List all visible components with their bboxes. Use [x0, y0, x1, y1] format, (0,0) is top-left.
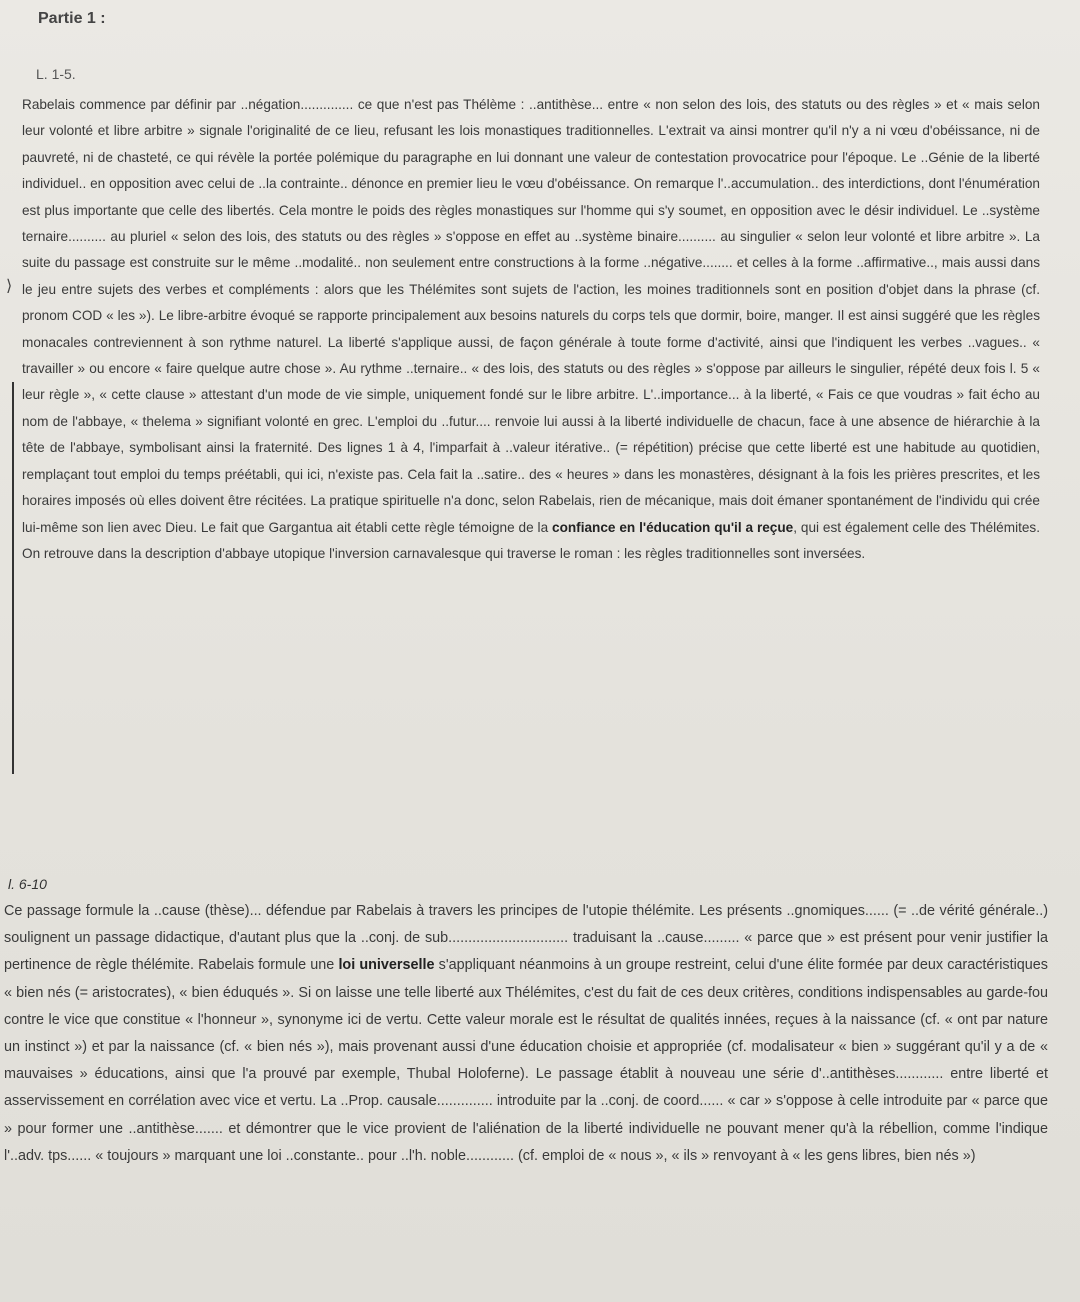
page-title: Partie 1 :: [38, 10, 106, 27]
section-2-paragraph: [4, 898, 1048, 1170]
margin-bracket-left: [12, 382, 14, 774]
section-1-bold-phrase: confiance en l'éducation qu'il a reçue: [552, 519, 794, 535]
section-2-text-b: s'appliquant néanmoins à un groupe restreint, celui d'une élite formée par deux caractéristiques « bien nés (= aristocrates), « bien éduqués ». Si on laisse une telle liberté aux Thélémites, c'est du fait de ces deux critères, conditions indispensables au garde-fou contre le vice que constitue « l'honneur », synonyme ici de vertu. Cette valeur morale est le résultat de qualités innées, reçues à la naissance (cf. « ont par nature un instinct ») et par la naissance (cf. « bien nés »), mais provenant aussi d'une éducation choisie et appropriée (cf. modalisateur « bien » suggérant qu'il y a de « mauvaises » éducations, ainsi que l'a prouvé par exemple, Thubal Holoferne). Le passage établit à nouveau une série d'..antithèses............ entre liberté et asservissement en corrélation avec vice et vertu. La ..Prop. causale.............. introduite par la ..conj. de coord...... « car » s'oppose à celle introduite par « parce que » pour former une ..antithèse....... et démontrer que le vice provient de l'aliénation de la liberté individuelle ne pouvant mener qu'à la rébellion, comme l'indique l'..adv. tps...... « toujours » marquant une loi ..constante.. pour ..l'h. noble............ (cf. emploi de « nous », « ils » renvoyant à « les gens libres, bien nés »): [4, 957, 1048, 1164]
section-2-label: l. 6-10: [8, 876, 47, 892]
section-2-text-a: Ce passage formule la ..cause (thèse)... défendue par Rabelais à travers les principes de l'utopie thélémite. Les présents ..gnomiques...... (= ..de vérité générale..) soulignent un passage didactique, d'autant plus que la ..conj. de sub.............................. traduisant la ..cause......... « parce que » est présent pour venir justifier la pertinence de règle thélémite. Rabelais formule une: [4, 903, 1048, 974]
section-1-text-end: , qui est également celle des Thélémites. On retrouve dans la description d'abbaye utopique l'inversion carnavalesque qui traverse le roman : les règles traditionnelles sont inversées.: [22, 519, 1040, 561]
section-1-paragraph: [22, 92, 1040, 567]
margin-check-mark: ⟩: [6, 276, 13, 295]
section-2-bold-phrase: loi universelle: [338, 957, 435, 974]
section-1-label: L. 1-5.: [36, 66, 76, 82]
section-1-text: Rabelais commence par définir par ..négation.............. ce que n'est pas Thélème : ..antithèse... entre « non selon des lois, des statuts ou des règles » et « mais selon leur volonté et libre arbitre » signale l'originalité de ce lieu, refusant les lois monastiques traditionnelles. L'extrait va ainsi montrer qu'il n'y a ni vœu d'obéissance, ni de pauvreté, ni de chasteté, ce qui révèle la portée polémique du paragraphe en lui donnant une valeur de contestation provocatrice pour l'époque. Le ..Génie de la liberté individuel.. en opposition avec celui de ..la contrainte.. dénonce en premier lieu le vœu d'obéissance. On remarque l'..accumulation.. des interdictions, dont l'énumération est plus importante que celle des libertés. Cela montre le poids des règles monastiques sur l'homme qui s'y soumet, en opposition avec le désir individuel. Le ..système ternaire.......... au pluriel « selon des lois, des statuts ou des règles » s'oppose en effet au ..système binaire.......... au singulier « selon leur volonté et libre arbitre ». La suite du passage est construite sur le même ..modalité.. non seulement entre constructions à la forme ..négative........ et celles à la forme ..affirmative.., mais aussi dans le jeu entre sujets des verbes et compléments : alors que les Thélémites sont sujets de l'action, les moines traditionnels sont en position d'objet dans la phrase (cf. pronom COD « les »). Le libre-arbitre évoqué se rapporte principalement aux besoins naturels du corps tels que dormir, boire, manger. Il est ainsi suggéré que les règles monacales contreviennent à son rythme naturel. La liberté s'applique aussi, de façon générale à toute forme d'activité, ainsi que l'indiquent les verbes ..vagues.. « travailler » ou encore « faire quelque autre chose ». Au rythme ..ternaire.. « des lois, des statuts ou des règles » s'oppose par ailleurs le singulier, répété deux fois l. 5 « leur règle », « cette clause » attestant d'un mode de vie simple, uniquement fondé sur le libre arbitre. L'..importance... à la liberté, « Fais ce que voudras » fait écho au nom de l'abbaye, « thelema » signifiant volonté en grec. L'emploi du ..futur.... renvoie lui aussi à la liberté individuelle de chacun, face à une absence de hiérarchie à la tête de l'abbaye, symbolisant ainsi la fraternité. Des lignes 1 à 4, l'imparfait à ..valeur itérative.. (= répétition) précise que cette liberté est une habitude au quotidien, remplaçant tout emploi du temps préétabli, qui ici, n'existe pas. Cela fait la ..satire.. des « heures » dans les monastères, désignant à la fois les prières prescrites, et les horaires imposés où elles doivent être récitées. La pratique spirituelle n'a donc, selon Rabelais, rien de mécanique, mais doit émaner spontanément de l'individu qui crée lui-même son lien avec Dieu. Le fait que Gargantua ait établi cette règle témoigne de la: [22, 97, 1040, 535]
